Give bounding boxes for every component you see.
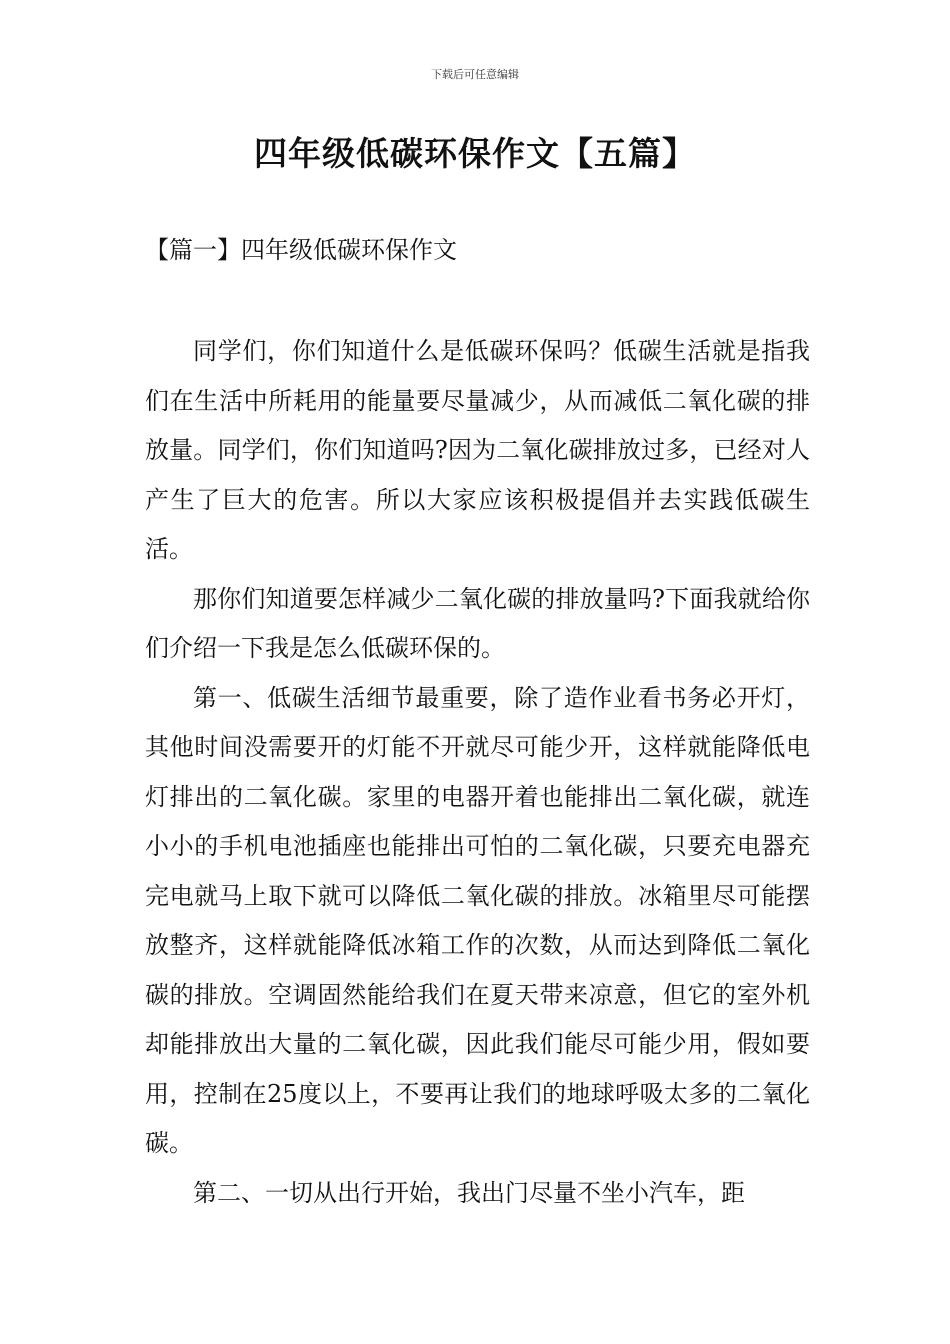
paragraph-4: 第二、一切从出行开始，我出门尽量不坐小汽车，距 [193,1178,745,1207]
paragraph-3: 第一、低碳生活细节最重要，除了造作业看书务必开灯，其他时间没需要开的灯能不开就尽可能少开，这样就能降低电灯排出的二氧化碳。家里的电器开着也能排出二氧化碳，就连小小的手机电池插座也能排出可怕的二氧化碳，只要充电器充完电就马上取下就可以降低二氧化碳的排放。冰箱里尽可能摆放整齐，这样就能降低冰箱工作的次数，从而达到降低二氧化碳的排放。空调固然能给我们在夏天带来凉意，但它的室外机却能排放出大量的二氧化碳，因此我们能尽可能少用，假如要用，控制在25度以上，不要再让我们的地球呼吸太多的二氧化碳。 [145,683,810,1157]
document-title: 四年级低碳环保作文【五篇】 [254,134,696,173]
document-body [145,327,810,1218]
paragraph-2: 那你们知道要怎样减少二氧化碳的排放量吗?下面我就给你们介绍一下我是怎么低碳环保的。 [145,584,810,662]
section-heading: 【篇一】四年级低碳环保作文 [145,236,457,264]
paragraph-1: 同学们，你们知道什么是低碳环保吗？低碳生活就是指我们在生活中所耗用的能量要尽量减少，从而减低二氧化碳的排放量。同学们，你们知道吗?因为二氧化碳排放过多，已经对人产生了巨大的危害。所以大家应该积极提倡并去实践低碳生活。 [145,337,810,563]
header-note: 下载后可任意编辑 [431,68,519,81]
